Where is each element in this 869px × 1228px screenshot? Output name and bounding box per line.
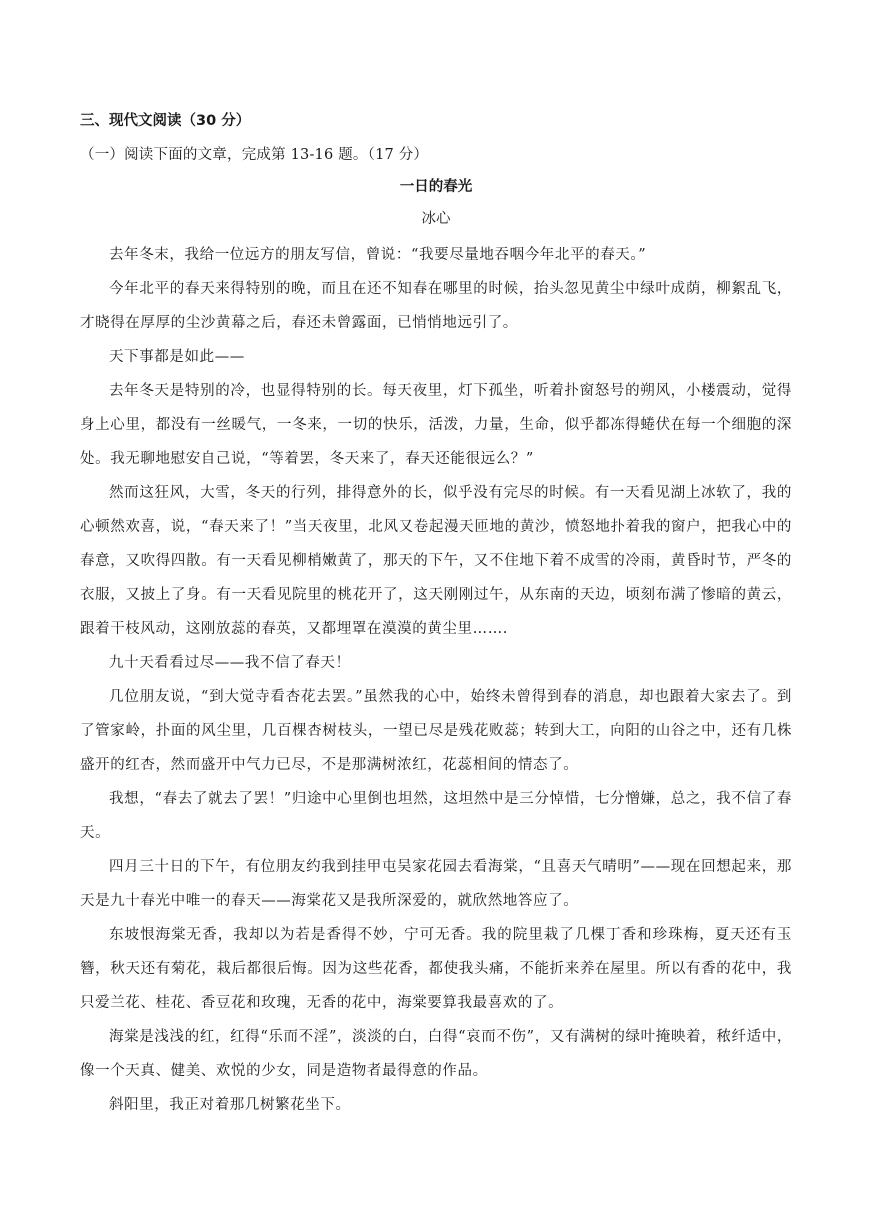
paragraph: 今年北平的春天来得特别的晚，而且在还不知春在哪里的时候，抬头忽见黄尘中绿叶成荫，柳絮乱飞，才晓得在厚厚的尘沙黄幕之后，春还未曾露面，已悄悄地远引了。 [80,281,792,331]
article-author: 冰心 [421,211,451,227]
paragraph: 天下事都是如此—— [109,349,245,365]
paragraph: 斜阳里，我正对着那几树繁花坐下。 [109,1097,351,1113]
paragraph: 海棠是浅浅的红，红得“乐而不淫”，淡淡的白，白得“哀而不伤”，又有满树的绿叶掩映着，秾纤适中，像一个天真、健美、欢悦的少女，同是造物者最得意的作品。 [80,1029,792,1079]
paragraph: 九十天看看过尽——我不信了春天！ [109,655,351,671]
paragraph: 几位朋友说，“到大觉寺看杏花去罢。”虽然我的心中，始终未曾得到春的消息，却也跟着大家去了。到了管家岭，扑面的风尘里，几百棵杏树枝头，一望已尽是残花败蕊；转到大工，向阳的山谷之中，还有几株盛开的红杏，然而盛开中气力已尽，不是那满树浓红，花蕊相间的情态了。 [80,689,792,773]
article-title: 一日的春光 [399,179,473,195]
article-body [80,238,792,1122]
paragraph: 去年冬天是特别的冷，也显得特别的长。每天夜里，灯下孤坐，听着扑窗怒号的朔风，小楼震动，觉得身上心里，都没有一丝暖气，一冬来，一切的快乐，活泼，力量，生命，似乎都冻得蜷伏在每一个细胞的深处。我无聊地慰安自己说，“等着罢，冬天来了，春天还能很远么？” [80,383,792,467]
paragraph: 然而这狂风，大雪，冬天的行列，排得意外的长，似乎没有完尽的时候。有一天看见湖上冰软了，我的心顿然欢喜，说，“春天来了！”当天夜里，北风又卷起漫天匝地的黄沙，愤怒地扑着我的窗户，把我心中的春意，又吹得四散。有一天看见柳梢嫩黄了，那天的下午，又不住地下着不成雪的冷雨，黄昏时节，严冬的衣服，又披上了身。有一天看见院里的桃花开了，这天刚刚过午，从东南的天边，顷刻布满了惨暗的黄云，跟着干枝风动，这刚放蕊的春英，又都埋罩在漠漠的黄尘里……. [80,485,792,637]
paragraph: 我想，“春去了就去了罢！”归途中心里倒也坦然，这坦然中是三分悼惜，七分憎嫌，总之，我不信了春天。 [80,791,792,841]
paragraph: 去年冬末，我给一位远方的朋友写信，曾说：“我要尽量地吞咽今年北平的春天。” [109,247,647,263]
paragraph: 东坡恨海棠无香，我却以为若是香得不妙，宁可无香。我的院里栽了几棵丁香和珍珠梅，夏天还有玉簪，秋天还有菊花，栽后都很后悔。因为这些花香，都使我头痛，不能折来养在屋里。所以有香的花中，我只爱兰花、桂花、香豆花和玫瑰，无香的花中，海棠要算我最喜欢的了。 [80,927,792,1011]
question-instruction: （一）阅读下面的文章，完成第 13-16 题。（17 分） [80,147,429,163]
paragraph: 四月三十日的下午，有位朋友约我到挂甲屯吴家花园去看海棠，“且喜天气晴明”——现在回想起来，那天是九十春光中唯一的春天——海棠花又是我所深爱的，就欣然地答应了。 [80,859,792,909]
section-heading: 三、现代文阅读（30 分） [80,113,251,129]
exam-page [80,110,792,1122]
